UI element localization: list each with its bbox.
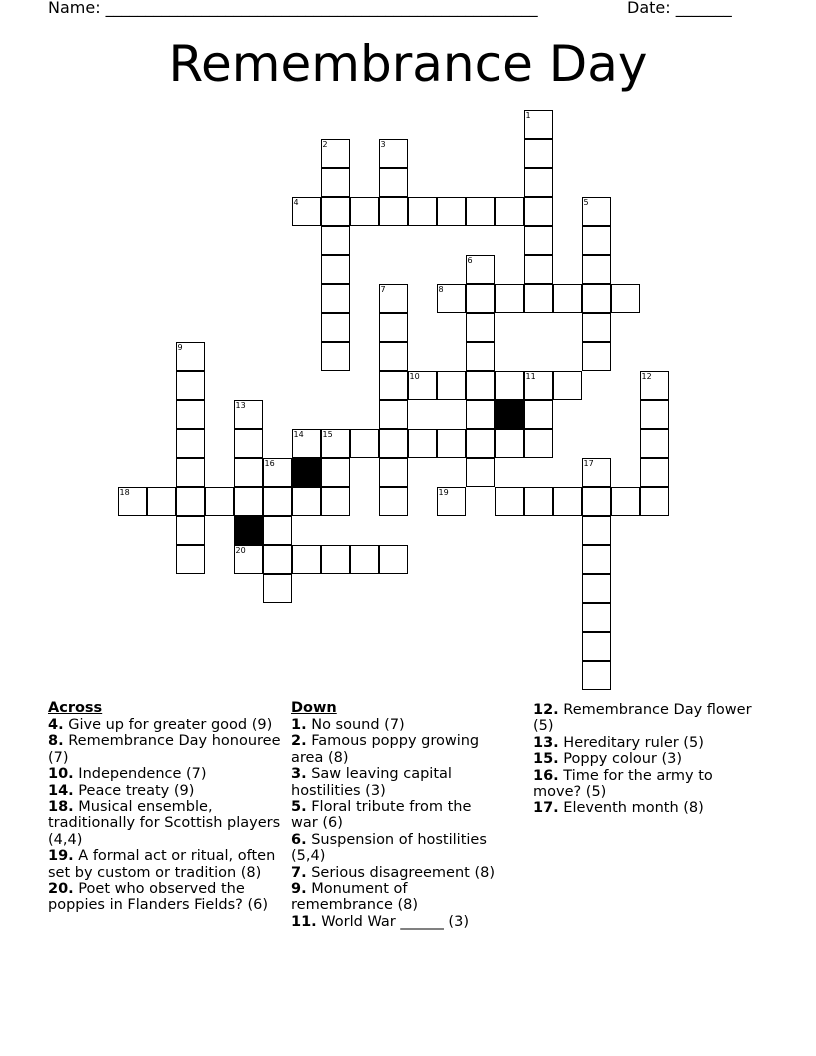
grid-cell[interactable] [234,429,263,458]
grid-cell[interactable] [176,545,205,574]
grid-block [234,516,263,545]
grid-cell[interactable] [321,197,350,226]
grid-cell[interactable] [350,197,379,226]
clue-number: 7 [380,284,386,294]
clue-item [533,751,763,767]
clue-item-text: Remembrance Day honouree (7) [48,733,281,766]
grid-cell[interactable] [437,371,466,400]
grid-cell[interactable] [379,139,408,168]
clue-item [48,848,288,881]
grid-cell[interactable] [495,371,524,400]
grid-cell[interactable] [321,342,350,371]
clue-item [533,768,763,801]
clue-number: 9 [177,342,183,352]
grid-cell[interactable] [176,342,205,371]
grid-cell[interactable] [582,516,611,545]
grid-cell[interactable] [582,284,611,313]
grid-cell[interactable] [495,284,524,313]
down-clues-continued [533,702,763,817]
grid-cell[interactable] [379,371,408,400]
grid-cell[interactable] [524,110,553,139]
grid-cell[interactable] [437,429,466,458]
grid-cell[interactable] [466,255,495,284]
grid-cell[interactable] [640,371,669,400]
down-clues [291,700,501,930]
grid-cell[interactable] [524,168,553,197]
clue-number: 6 [467,255,473,265]
grid-cell[interactable] [263,458,292,487]
clue-item [533,735,763,751]
clue-item [48,717,288,733]
grid-cell[interactable] [582,226,611,255]
grid-cell[interactable] [640,429,669,458]
grid-cell[interactable] [553,487,582,516]
grid-cell[interactable] [379,342,408,371]
clue-item-text: Eleventh month (8) [558,800,704,817]
clue-item [291,733,501,766]
clue-item-number: 14. [48,782,74,799]
grid-cell[interactable] [292,429,321,458]
grid-cell[interactable] [321,458,350,487]
clue-item-text: Musical ensemble, traditionally for Scottish players (4,4) [48,799,281,848]
clue-number: 1 [525,110,531,120]
clue-item-number: 18. [48,799,74,816]
grid-cell[interactable] [640,400,669,429]
grid-cell[interactable] [640,458,669,487]
clue-item-text: Saw leaving capital hostilities (3) [291,766,452,799]
clue-number: 17 [583,458,594,468]
clue-item-number: 12. [533,702,559,718]
grid-cell[interactable] [205,487,234,516]
grid-cell[interactable] [118,487,147,516]
grid-cell[interactable] [234,545,263,574]
down-list-continued [533,702,763,817]
clue-item-number: 1. [291,717,307,733]
grid-cell[interactable] [408,197,437,226]
clue-item-text: Suspension of hostilities (5,4) [291,831,487,865]
clue-number: 16 [264,458,275,468]
grid-cell[interactable] [379,168,408,197]
across-list [48,717,288,914]
grid-cell[interactable] [524,400,553,429]
grid-cell[interactable] [379,197,408,226]
clue-number: 19 [438,487,449,497]
grid-cell[interactable] [292,487,321,516]
grid-block [292,458,321,487]
grid-cell[interactable] [466,197,495,226]
grid-cell[interactable] [582,458,611,487]
grid-cell[interactable] [379,429,408,458]
grid-cell[interactable] [466,313,495,342]
grid-cell[interactable] [176,458,205,487]
grid-cell[interactable] [640,487,669,516]
grid-cell[interactable] [524,487,553,516]
grid-cell[interactable] [524,371,553,400]
clue-item-number: 6. [291,831,307,848]
grid-cell[interactable] [176,487,205,516]
grid-cell[interactable] [553,284,582,313]
clue-number: 10 [409,371,420,381]
grid-cell[interactable] [495,197,524,226]
clue-item-text: No sound (7) [306,717,405,733]
grid-cell[interactable] [176,429,205,458]
grid-cell[interactable] [263,487,292,516]
clue-number: 18 [119,487,130,497]
clue-item [291,832,501,865]
grid-cell[interactable] [582,661,611,690]
grid-cell[interactable] [437,487,466,516]
date-line: Date: _______ [627,0,732,17]
grid-cell[interactable] [263,574,292,603]
clue-item [48,766,288,782]
grid-cell[interactable] [437,197,466,226]
clue-number: 4 [293,197,299,207]
clue-item-number: 10. [48,766,74,783]
grid-cell[interactable] [524,139,553,168]
clue-item-number: 19. [48,848,74,865]
grid-cell[interactable] [466,458,495,487]
grid-cell[interactable] [466,342,495,371]
clue-number: 12 [641,371,652,381]
clue-number: 8 [438,284,444,294]
grid-cell[interactable] [524,429,553,458]
grid-cell[interactable] [234,458,263,487]
clue-item [291,766,501,799]
grid-cell[interactable] [234,487,263,516]
clue-item-text: Independence (7) [73,766,207,783]
grid-cell[interactable] [582,603,611,632]
grid-cell[interactable] [524,226,553,255]
grid-cell[interactable] [495,487,524,516]
across-clues [48,700,288,914]
clue-item-number: 20. [48,881,74,898]
clue-item-text: Poppy colour (3) [558,751,683,768]
grid-cell[interactable] [466,400,495,429]
grid-cell[interactable] [321,226,350,255]
clue-item [48,799,288,848]
clue-item [291,914,501,930]
grid-cell[interactable] [495,429,524,458]
grid-cell[interactable] [350,429,379,458]
grid-cell[interactable] [611,487,640,516]
clue-item-text: Remembrance Day flower (5) [533,702,752,735]
clue-item-text: Serious disagreement (8) [306,864,495,881]
clue-item-text: Famous poppy growing area (8) [291,733,480,766]
grid-cell[interactable] [524,255,553,284]
grid-cell[interactable] [321,545,350,574]
clue-item-text: World War ______ (3) [316,913,469,930]
clue-item-text: Poet who observed the poppies in Flanders Fields? (6) [48,881,268,914]
grid-cell[interactable] [408,429,437,458]
grid-cell[interactable] [582,255,611,284]
clue-item-number: 3. [291,766,307,783]
grid-cell[interactable] [379,284,408,313]
clue-item-text: Peace treaty (9) [73,782,195,799]
clue-number: 5 [583,197,589,207]
grid-cell[interactable] [321,255,350,284]
grid-cell[interactable] [234,400,263,429]
grid-cell[interactable] [147,487,176,516]
clue-item [291,799,501,832]
page-title: Remembrance Day [168,35,648,93]
grid-cell[interactable] [582,197,611,226]
clue-item-text: Floral tribute from the war (6) [291,799,472,832]
grid-cell[interactable] [321,313,350,342]
clue-item [48,783,288,799]
clue-number: 14 [293,429,304,439]
clue-number: 2 [322,139,328,149]
grid-cell[interactable] [582,342,611,371]
clue-item-text: A formal act or ritual, often set by custom or tradition (8) [48,848,276,881]
grid-cell[interactable] [321,487,350,516]
clue-item-text: Time for the army to move? (5) [533,767,713,801]
grid-cell[interactable] [292,545,321,574]
grid-cell[interactable] [176,371,205,400]
clue-item-number: 7. [291,864,307,881]
grid-cell[interactable] [582,487,611,516]
grid-cell[interactable] [582,574,611,603]
grid-cell[interactable] [582,632,611,661]
clue-item [533,800,763,816]
clue-item [291,881,501,914]
grid-cell[interactable] [350,545,379,574]
clue-number: 20 [235,545,246,555]
down-heading: Down [291,700,337,716]
clue-item-number: 5. [291,799,307,816]
grid-cell[interactable] [524,197,553,226]
grid-cell[interactable] [263,516,292,545]
grid-cell[interactable] [466,371,495,400]
grid-cell[interactable] [176,400,205,429]
grid-cell[interactable] [321,139,350,168]
grid-cell[interactable] [321,284,350,313]
grid-cell[interactable] [553,371,582,400]
across-heading: Across [48,700,103,716]
grid-cell[interactable] [379,400,408,429]
grid-cell[interactable] [379,545,408,574]
grid-cell[interactable] [408,371,437,400]
clue-item-number: 16. [533,767,559,784]
grid-cell[interactable] [466,429,495,458]
grid-cell[interactable] [582,313,611,342]
grid-cell[interactable] [379,487,408,516]
clue-item [533,702,763,735]
grid-cell[interactable] [582,545,611,574]
grid-cell[interactable] [321,168,350,197]
grid-cell[interactable] [466,284,495,313]
grid-block [495,400,524,429]
grid-cell[interactable] [379,458,408,487]
name-line: Name: ______________________________________________________ [48,0,538,17]
grid-cell[interactable] [379,313,408,342]
grid-cell[interactable] [321,429,350,458]
down-list [291,717,501,930]
clue-item-number: 8. [48,733,64,750]
clue-item [48,881,288,914]
clue-item-number: 4. [48,717,64,733]
clue-item [48,733,288,766]
clue-number: 11 [525,371,536,381]
clue-item-text: Monument of remembrance (8) [291,881,419,914]
clue-item-number: 17. [533,800,559,817]
grid-cell[interactable] [263,545,292,574]
clue-item [291,865,501,881]
grid-cell[interactable] [611,284,640,313]
clue-number: 3 [380,139,386,149]
clue-item [291,717,501,733]
clue-item-number: 2. [291,733,307,750]
clue-item-number: 11. [291,913,317,930]
grid-cell[interactable] [176,516,205,545]
grid-cell[interactable] [524,284,553,313]
clue-item-text: Give up for greater good (9) [63,717,273,733]
clue-item-number: 9. [291,881,307,898]
grid-cell[interactable] [437,284,466,313]
clue-item-number: 13. [533,734,559,751]
clue-number: 13 [235,400,246,410]
clue-item-text: Hereditary ruler (5) [558,734,704,751]
grid-cell[interactable] [292,197,321,226]
clue-number: 15 [322,429,333,439]
clue-item-number: 15. [533,751,559,768]
